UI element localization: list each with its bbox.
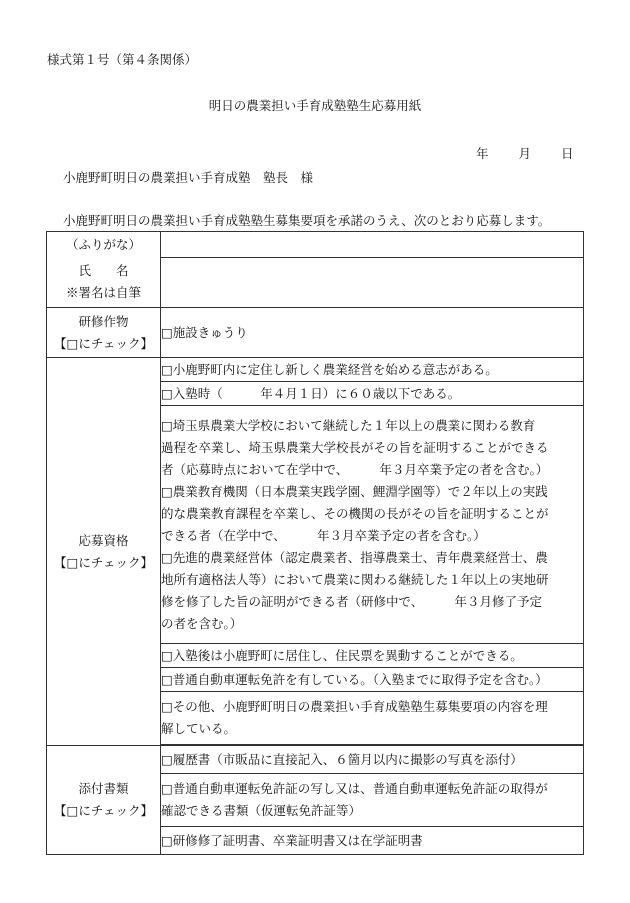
date-line	[476, 144, 574, 162]
crop-label-cell	[47, 308, 161, 358]
qualification-item-other	[161, 692, 584, 745]
qualification-text-line: 解している。	[161, 721, 237, 736]
qualification-text-line: 地所有適格法人等）において農業に関わる継続した１年以上の実地研	[161, 571, 549, 587]
qualification-text-line: 者（応募時点において在学中で、 年３月卒業予定の者を含む。）	[161, 461, 549, 477]
attachment-item-certificate[interactable]: □研修修了証明書、卒業証明書又は在学証明書	[161, 827, 584, 855]
intro-text: 小鹿野町明日の農業担い手育成塾塾生募集要項を承諾のうえ、次のとおり応募します。	[63, 213, 551, 228]
form-number: 様式第１号（第４条関係）	[47, 52, 198, 67]
qualification-education-items	[161, 406, 584, 644]
attachment-item-resume[interactable]: □履歴書（市販品に直接記入、６箇月以内に撮影の写真を添付）	[161, 746, 584, 774]
qualification-text-line: できる者（在学中で、 年３月卒業予定の者を含む。）	[161, 527, 486, 543]
date-month-label: 月	[518, 146, 532, 161]
crop-check-hint: 【□にチェック】	[54, 335, 153, 351]
attachment-label-cell	[47, 746, 161, 855]
addressee: 小鹿野町明日の農業担い手育成塾 塾長 様	[63, 170, 314, 185]
qualification-text-line: の者を含む。）	[161, 615, 243, 631]
signature-note: ※署名は自筆	[65, 285, 141, 301]
qualification-text-line: 的な農業教育課程を卒業し、その機関の長がその旨を証明することが	[161, 505, 549, 521]
qualification-text-line: 過程を卒業し、埼玉県農業大学校長がその旨を証明することができる	[161, 439, 549, 455]
name-label-cell	[47, 258, 161, 308]
attachment-text-line[interactable]: □普通自動車運転免許証の写し又は、普通自動車運転免許証の取得が	[161, 781, 548, 796]
name-field[interactable]	[161, 258, 584, 308]
attachment-label: 添付書類	[78, 781, 129, 796]
qualification-label: 応募資格	[78, 532, 129, 548]
name-label: 氏 名	[78, 263, 129, 279]
qualification-text-line[interactable]: □埼玉県農業大学校において継続した１年以上の農業に関わる教育	[161, 417, 536, 433]
date-day-label: 日	[561, 146, 574, 161]
qualification-text-line[interactable]: □その他、小鹿野町明日の農業担い手育成塾塾生募集要項の内容を理	[161, 699, 548, 714]
qualification-label-cell	[47, 358, 161, 746]
attachment-check-hint: 【□にチェック】	[54, 803, 153, 818]
qualification-item[interactable]: □普通自動車運転免許を有している。（入塾までに取得予定を含む。）	[161, 668, 584, 692]
qualification-text-line: 修を修了した旨の証明ができる者（研修中で、 年３月修了予定	[161, 593, 543, 609]
qualification-text-line[interactable]: □農業教育機関（日本農業実践学園、鯉淵学園等）で２年以上の実践	[161, 483, 548, 499]
crop-option-cucumber[interactable]: □施設きゅうり	[161, 308, 584, 358]
qualification-item[interactable]: □入塾時（ 年４月１日）に６０歳以下である。	[161, 382, 584, 406]
qualification-item[interactable]: □小鹿野町内に定住し新しく農業経営を始める意志がある。	[161, 358, 584, 382]
qualification-text-line[interactable]: □先進的農業経営体（認定農業者、指導農業士、青年農業経営士、農	[161, 549, 548, 565]
attachment-item-license	[161, 774, 584, 827]
crop-label: 研修作物	[78, 313, 129, 329]
application-form-table	[46, 231, 584, 855]
furigana-label: （ふりがな）	[47, 232, 161, 258]
furigana-field[interactable]	[161, 232, 584, 258]
qualification-check-hint: 【□にチェック】	[54, 554, 153, 570]
document-title: 明日の農業担い手育成塾塾生応募用紙	[208, 98, 422, 113]
qualification-item[interactable]: □入塾後は小鹿野町に居住し、住民票を異動することができる。	[161, 644, 584, 668]
date-year-label: 年	[476, 146, 489, 161]
attachment-text-line: 確認できる書類（仮運転免許証等）	[161, 803, 362, 818]
